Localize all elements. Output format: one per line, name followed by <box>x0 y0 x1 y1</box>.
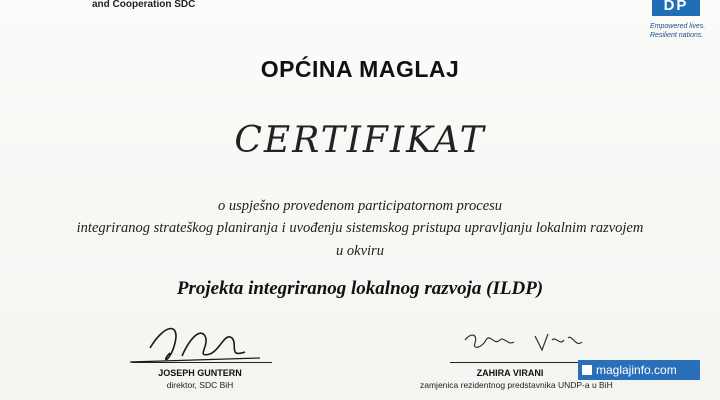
undp-logo-text: DP <box>663 0 689 14</box>
certificate-title: CERTIFIKAT <box>234 120 486 161</box>
signature-right-scribble <box>420 318 600 368</box>
undp-tagline-line-1: Empowered lives. <box>650 23 706 30</box>
body-line-1: o uspješno provedenom participatornom procesu <box>217 198 503 214</box>
signature-line-left <box>132 362 272 363</box>
watermark-badge <box>578 360 700 380</box>
project-name: Projekta integriranog lokalnog razvoja (ILDP) <box>176 278 544 299</box>
municipality-heading: OPĆINA MAGLAJ <box>260 56 460 82</box>
signatory-name-left: JOSEPH GUNTERN <box>158 368 242 378</box>
undp-logo <box>652 0 700 16</box>
sdc-header-text: and Cooperation SDC <box>92 0 196 10</box>
watermark-text: maglajinfo.com <box>596 363 677 377</box>
signatory-role-right: zamjenica rezidentnog predstavnika UNDP-a u BiH <box>420 380 613 390</box>
body-line-3: u okviru <box>336 243 384 259</box>
signature-left-scribble <box>120 318 280 368</box>
undp-tagline <box>650 22 705 40</box>
signatory-role-left: direktor, SDC BiH <box>166 380 234 390</box>
undp-tagline-line-2: Resilient nations. <box>650 32 704 39</box>
watermark-square-icon <box>582 365 592 375</box>
signatory-name-right: ZAHIRA VIRANI <box>476 368 544 378</box>
body-line-2: integriranog strateškog planiranja i uvođenju sistemskog pristupa upravljanju lokalnim razvojem <box>76 220 644 236</box>
